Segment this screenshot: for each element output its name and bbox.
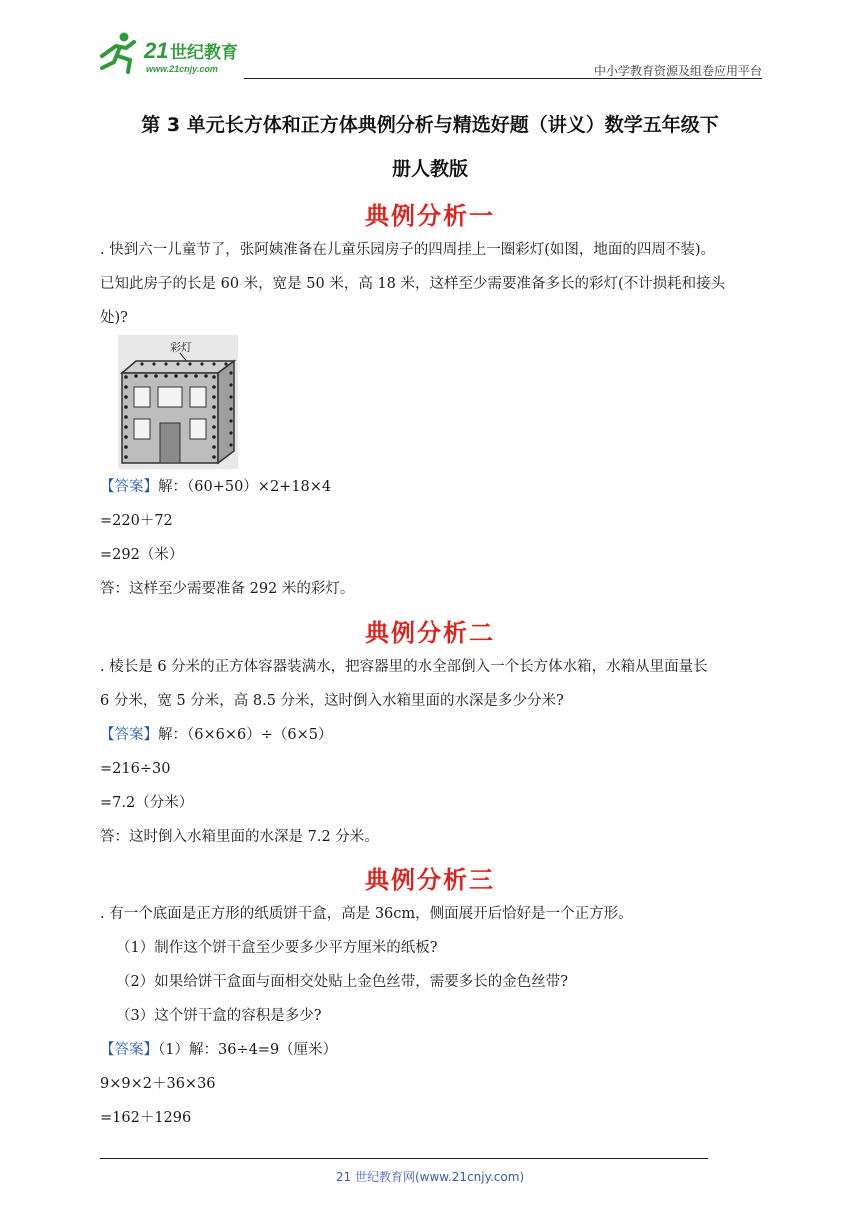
answer-1-line-3: =292（米） bbox=[100, 547, 184, 563]
page-header bbox=[94, 28, 762, 78]
site-logo bbox=[94, 28, 264, 76]
page-footer: 21 世纪教育网(www.21cnjy.com) bbox=[335, 1170, 525, 1184]
question-3-part-1: （1）制作这个饼干盒至少要多少平方厘米的纸板? bbox=[116, 940, 438, 956]
question-3-part-3: （3）这个饼干盒的容积是多少? bbox=[116, 1008, 322, 1024]
runner-icon bbox=[94, 28, 264, 76]
answer-2-text: 解：（6×6×6）÷（6×5） bbox=[158, 727, 333, 743]
question-1-line-1: . 快到六一儿童节了，张阿姨准备在儿童乐园房子的四周挂上一圈彩灯(如图，地面的四周不装)。 bbox=[100, 242, 716, 258]
title-line-1: 第 3 单元长方体和正方体典例分析与精选好题（讲义）数学五年级下 bbox=[141, 114, 719, 136]
answer-2-line-3: =7.2（分米） bbox=[100, 795, 194, 811]
section-heading-2: 典例分析二 bbox=[365, 618, 495, 647]
question-3-line-1: . 有一个底面是正方形的纸质饼干盒，高是 36cm，侧面展开后恰好是一个正方形。 bbox=[100, 906, 633, 922]
answer-tag: 【答案】 bbox=[100, 1042, 158, 1058]
answer-3-line-1 bbox=[100, 1033, 768, 1067]
answer-2-line-2: =216÷30 bbox=[100, 761, 171, 777]
svg-text:彩灯: 彩灯 bbox=[170, 341, 192, 354]
question-1-line-3: 处)? bbox=[100, 310, 128, 326]
document-title bbox=[100, 103, 760, 191]
question-1-line-2: 已知此房子的长是 60 米，宽是 50 米，高 18 米，这样至少需要准备多长的彩灯(不计损耗和接头 bbox=[100, 276, 726, 292]
answer-1-line-1 bbox=[100, 470, 768, 504]
header-divider bbox=[244, 78, 762, 79]
question-2-line-1: . 棱长是 6 分米的正方体容器装满水，把容器里的水全部倒入一个长方体水箱，水箱从里面量长 bbox=[100, 659, 708, 675]
answer-tag: 【答案】 bbox=[100, 479, 158, 495]
answer-3-line-3: =162＋1296 bbox=[100, 1110, 192, 1126]
platform-name: 中小学教育资源及组卷应用平台 bbox=[593, 64, 762, 78]
house-figure bbox=[118, 335, 238, 469]
title-line-2: 册人教版 bbox=[391, 158, 468, 180]
footer-divider bbox=[100, 1158, 708, 1159]
answer-2-line-1 bbox=[100, 718, 768, 752]
answer-1-line-4: 答：这样至少需要准备 292 米的彩灯。 bbox=[100, 581, 355, 597]
section-heading-1: 典例分析一 bbox=[365, 201, 495, 230]
answer-tag: 【答案】 bbox=[100, 727, 158, 743]
section-heading-3: 典例分析三 bbox=[365, 865, 495, 894]
answer-2-line-4: 答：这时倒入水箱里面的水深是 7.2 分米。 bbox=[100, 829, 379, 845]
answer-3-line-2: 9×9×2＋36×36 bbox=[100, 1076, 216, 1092]
answer-1-text: 解：（60+50）×2+18×4 bbox=[158, 479, 332, 495]
answer-1-line-2: =220＋72 bbox=[100, 513, 173, 529]
svg-text:世纪教育: 世纪教育 bbox=[170, 43, 238, 63]
question-3-part-2: （2）如果给饼干盒面与面相交处贴上金色丝带，需要多长的金色丝带? bbox=[116, 974, 568, 990]
svg-text:21: 21 bbox=[144, 38, 169, 63]
svg-text:www.21cnjy.com: www.21cnjy.com bbox=[146, 64, 218, 74]
answer-3-text: （1）解：36÷4=9（厘米） bbox=[158, 1042, 338, 1058]
question-2-line-2: 6 分米，宽 5 分米，高 8.5 分米，这时倒入水箱里面的水深是多少分米? bbox=[100, 693, 564, 709]
